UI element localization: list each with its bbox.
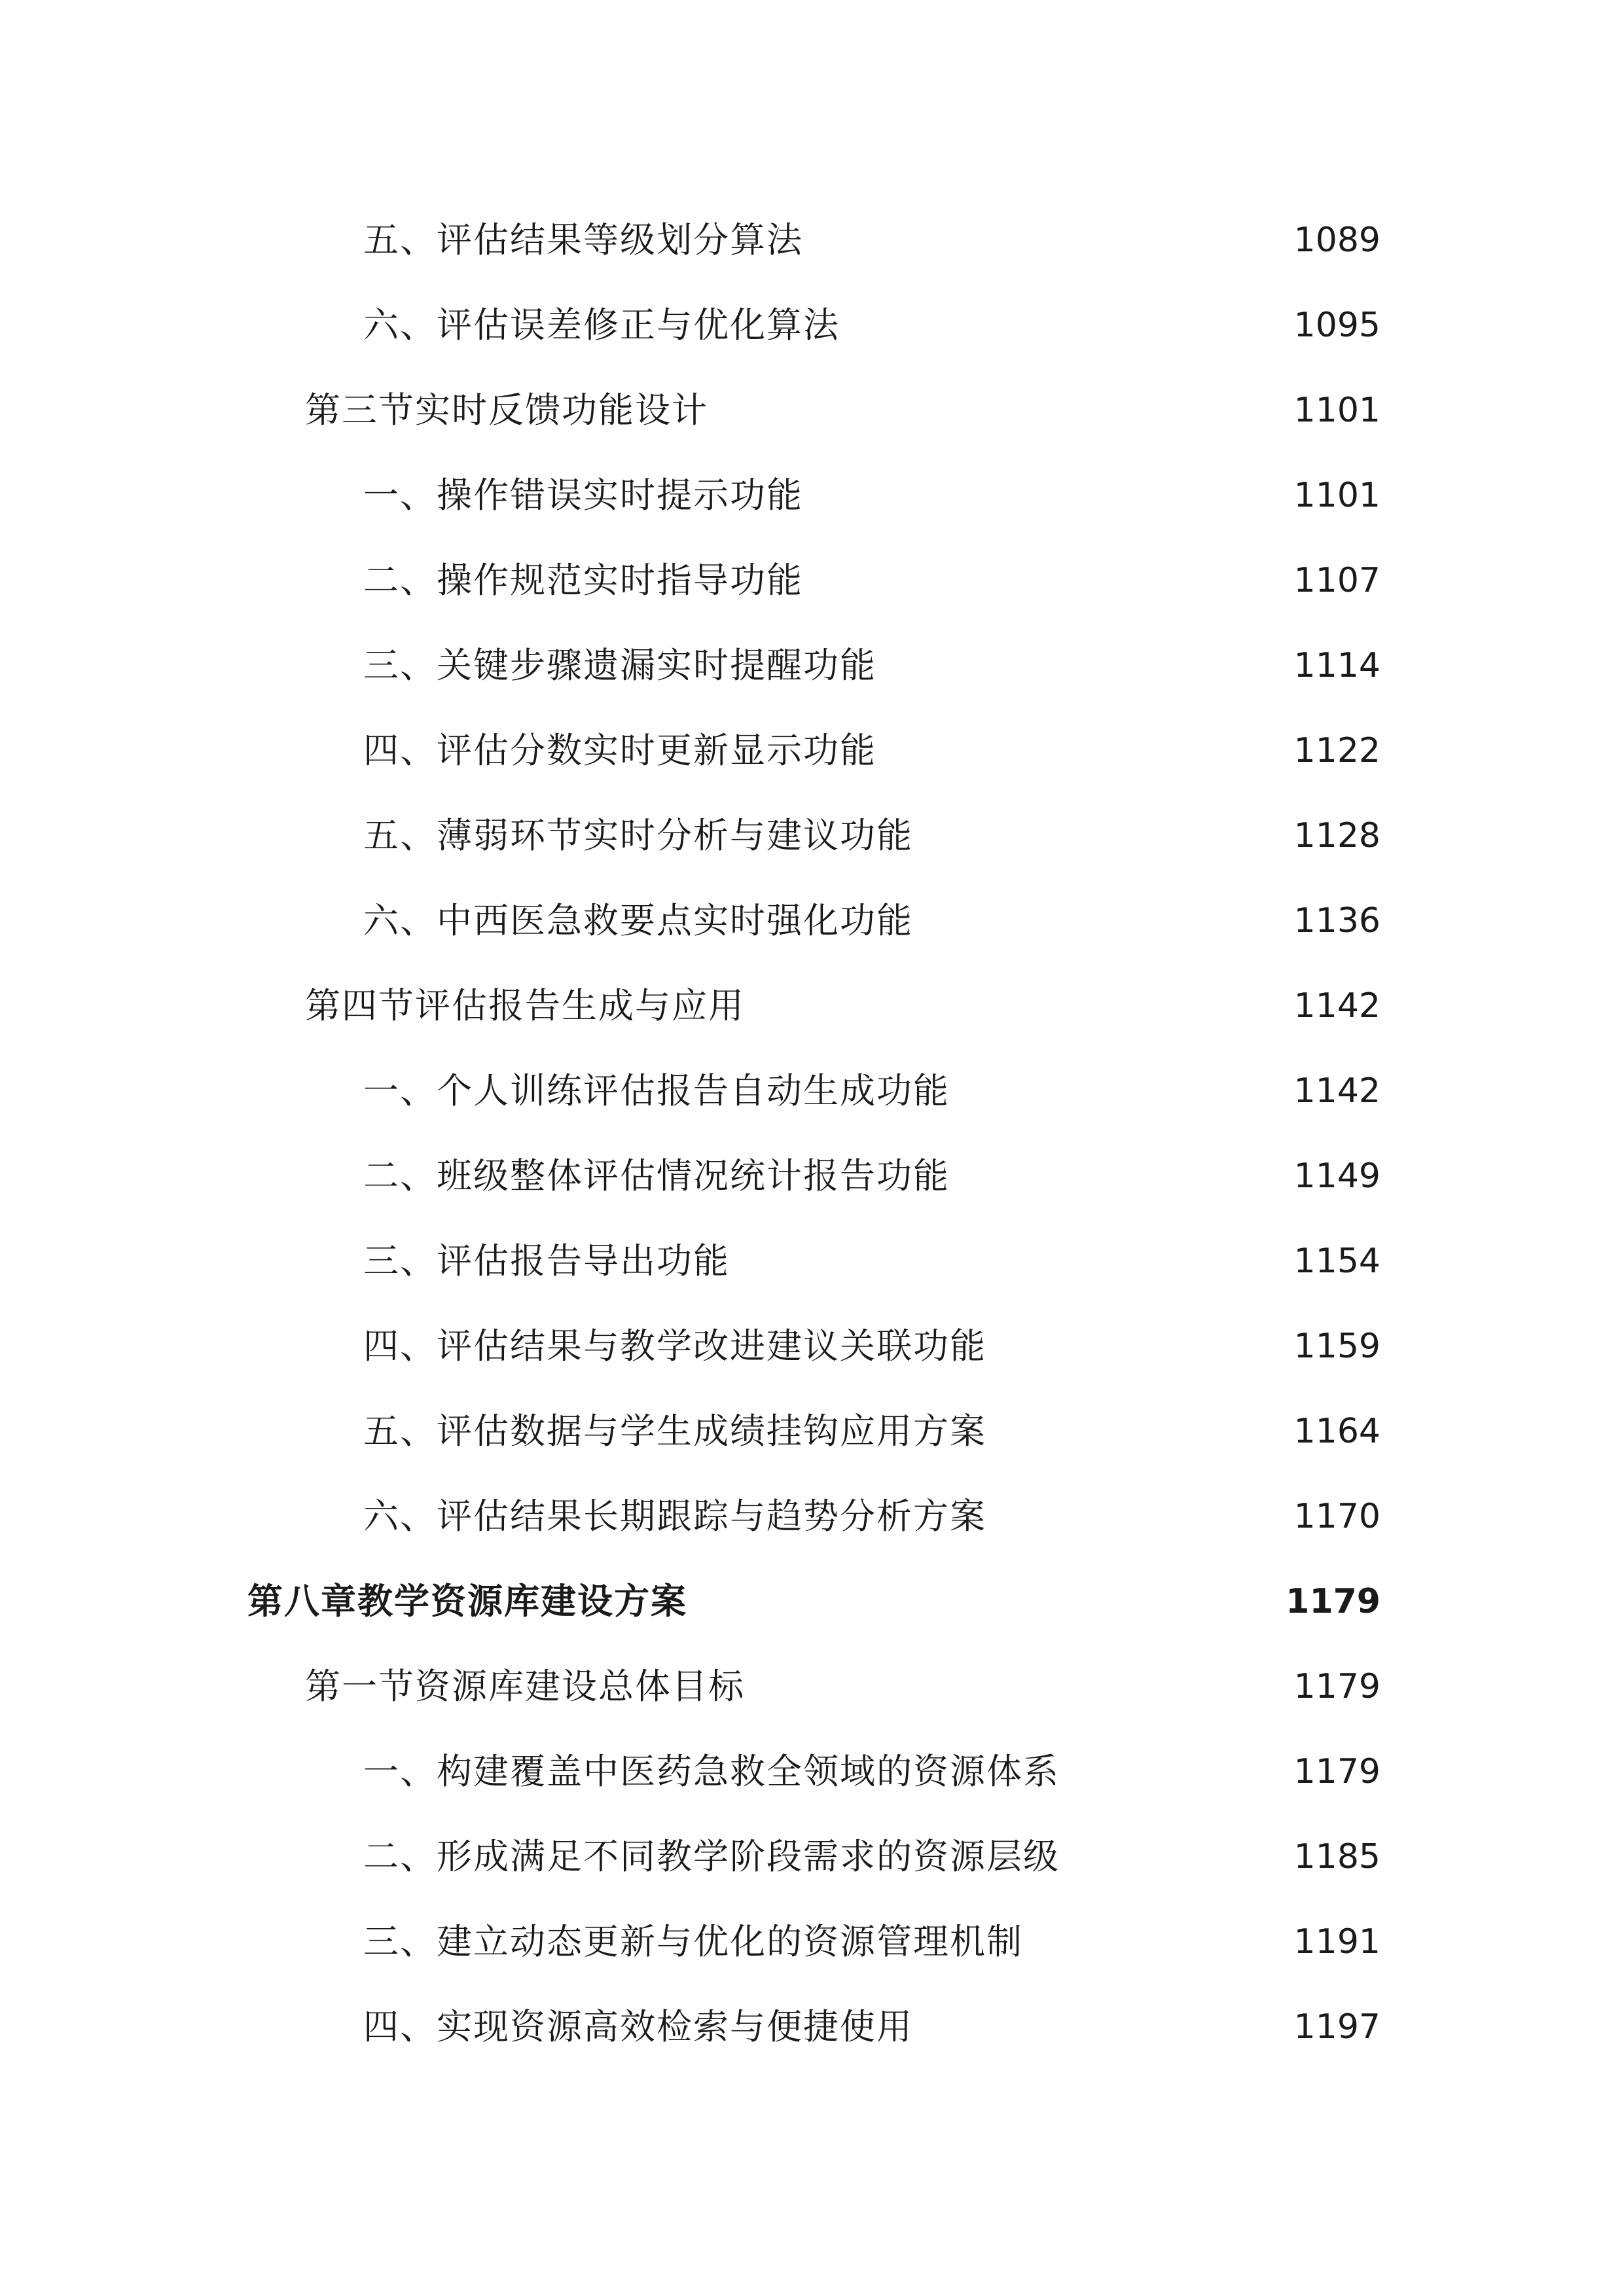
toc-entry[interactable]	[363, 810, 1380, 862]
toc-leader-dots	[810, 554, 1288, 607]
toc-entry[interactable]	[305, 980, 1380, 1032]
toc-entry[interactable]	[363, 214, 1380, 266]
toc-leader-dots	[810, 214, 1288, 266]
toc-entry[interactable]	[363, 639, 1380, 692]
toc-entry[interactable]	[363, 725, 1380, 777]
toc-entry-title: 四、评估结果与教学改进建议关联功能	[363, 1325, 986, 1367]
toc-entry-page: 1142	[1293, 986, 1380, 1026]
toc-entry-page: 1197	[1293, 2007, 1380, 2047]
toc-entry[interactable]	[363, 1746, 1380, 1798]
toc-entry-title: 六、评估误差修正与优化算法	[363, 304, 840, 346]
toc-entry-page: 1179	[1286, 1582, 1380, 1621]
toc-entry-page: 1114	[1293, 646, 1380, 685]
toc-entry[interactable]	[363, 1235, 1380, 1287]
toc-leader-dots	[810, 469, 1288, 522]
toc-entry-page: 1149	[1293, 1157, 1380, 1196]
toc-leader-dots	[883, 639, 1288, 692]
toc-entry-title: 一、操作错误实时提示功能	[363, 475, 803, 516]
toc-entry-title: 二、形成满足不同教学阶段需求的资源层级	[363, 1836, 1060, 1877]
toc-entry-title: 三、关键步骤遗漏实时提醒功能	[363, 645, 876, 686]
toc-leader-dots	[920, 895, 1288, 947]
toc-entry-title: 三、评估报告导出功能	[363, 1240, 730, 1282]
toc-leader-dots	[736, 1235, 1288, 1287]
toc-entry-page: 1164	[1293, 1412, 1380, 1451]
toc-entry[interactable]	[363, 1916, 1380, 1968]
toc-entry-page: 1154	[1293, 1242, 1380, 1281]
toc-entry-title: 六、中西医急救要点实时强化功能	[363, 900, 913, 941]
toc-entry-title: 六、评估结果长期跟踪与趋势分析方案	[363, 1496, 986, 1537]
toc-entry-title: 二、班级整体评估情况统计报告功能	[363, 1155, 950, 1196]
toc-leader-dots	[993, 1320, 1288, 1372]
toc-leader-dots	[920, 810, 1288, 862]
toc-entry-title: 第八章教学资源库建设方案	[247, 1581, 687, 1622]
toc-leader-dots	[694, 1575, 1279, 1628]
toc-leader-dots	[956, 1150, 1288, 1202]
toc-entry[interactable]	[363, 554, 1380, 607]
toc-entry[interactable]	[363, 895, 1380, 947]
toc-leader-dots	[751, 980, 1288, 1032]
toc-entry-page: 1101	[1293, 476, 1380, 515]
toc-leader-dots	[846, 299, 1288, 351]
toc-entry[interactable]	[305, 384, 1380, 437]
toc-entry-title: 五、评估结果等级划分算法	[363, 219, 803, 260]
toc-entry-title: 一、构建覆盖中医药急救全领域的资源体系	[363, 1751, 1060, 1792]
toc-leader-dots	[993, 1405, 1288, 1458]
toc-entry[interactable]	[305, 1660, 1380, 1713]
toc-entry[interactable]	[363, 2001, 1380, 2053]
toc-entry-page: 1122	[1293, 731, 1380, 770]
toc-entry-page: 1101	[1293, 391, 1380, 430]
toc-entry-title: 第一节资源库建设总体目标	[305, 1666, 745, 1707]
toc-entry[interactable]	[363, 1405, 1380, 1458]
toc-entry[interactable]	[363, 469, 1380, 522]
toc-entry-title: 四、实现资源高效检索与便捷使用	[363, 2006, 913, 2047]
toc-chapter-entry[interactable]	[247, 1575, 1380, 1628]
toc-entry-page: 1170	[1293, 1497, 1380, 1536]
toc-entry-page: 1089	[1293, 221, 1380, 260]
toc-leader-dots	[1066, 1831, 1288, 1883]
toc-entry-title: 第四节评估报告生成与应用	[305, 985, 745, 1026]
toc-entry-page: 1159	[1293, 1327, 1380, 1366]
toc-leader-dots	[956, 1065, 1288, 1117]
toc-entry[interactable]	[363, 1065, 1380, 1117]
toc-leader-dots	[715, 384, 1288, 437]
toc-entry[interactable]	[363, 1320, 1380, 1372]
toc-entry-page: 1179	[1293, 1752, 1380, 1791]
toc-entry-page: 1107	[1293, 561, 1380, 600]
toc-leader-dots	[1030, 1916, 1288, 1968]
toc-entry-page: 1095	[1293, 306, 1380, 345]
toc-leader-dots	[883, 725, 1288, 777]
toc-entry[interactable]	[363, 1490, 1380, 1543]
toc-entry-page: 1185	[1293, 1837, 1380, 1876]
toc-entry-title: 第三节实时反馈功能设计	[305, 389, 708, 431]
toc-entry[interactable]	[363, 299, 1380, 351]
toc-entry-title: 三、建立动态更新与优化的资源管理机制	[363, 1921, 1023, 1962]
toc-entry-title: 五、薄弱环节实时分析与建议功能	[363, 815, 913, 856]
toc-entry-page: 1136	[1293, 901, 1380, 941]
toc-entry-title: 一、个人训练评估报告自动生成功能	[363, 1070, 950, 1111]
toc-entry-title: 二、操作规范实时指导功能	[363, 560, 803, 601]
toc-leader-dots	[920, 2001, 1288, 2053]
toc-entry[interactable]	[363, 1150, 1380, 1202]
toc-leader-dots	[751, 1660, 1288, 1713]
toc-entry[interactable]	[363, 1831, 1380, 1883]
toc-entry-title: 四、评估分数实时更新显示功能	[363, 730, 876, 771]
toc-leader-dots	[1066, 1746, 1288, 1798]
toc-entry-page: 1142	[1293, 1071, 1380, 1111]
toc-entry-page: 1191	[1293, 1922, 1380, 1962]
toc-entry-page: 1179	[1293, 1667, 1380, 1706]
toc-entry-title: 五、评估数据与学生成绩挂钩应用方案	[363, 1410, 986, 1452]
toc-entry-page: 1128	[1293, 816, 1380, 855]
toc-leader-dots	[993, 1490, 1288, 1543]
